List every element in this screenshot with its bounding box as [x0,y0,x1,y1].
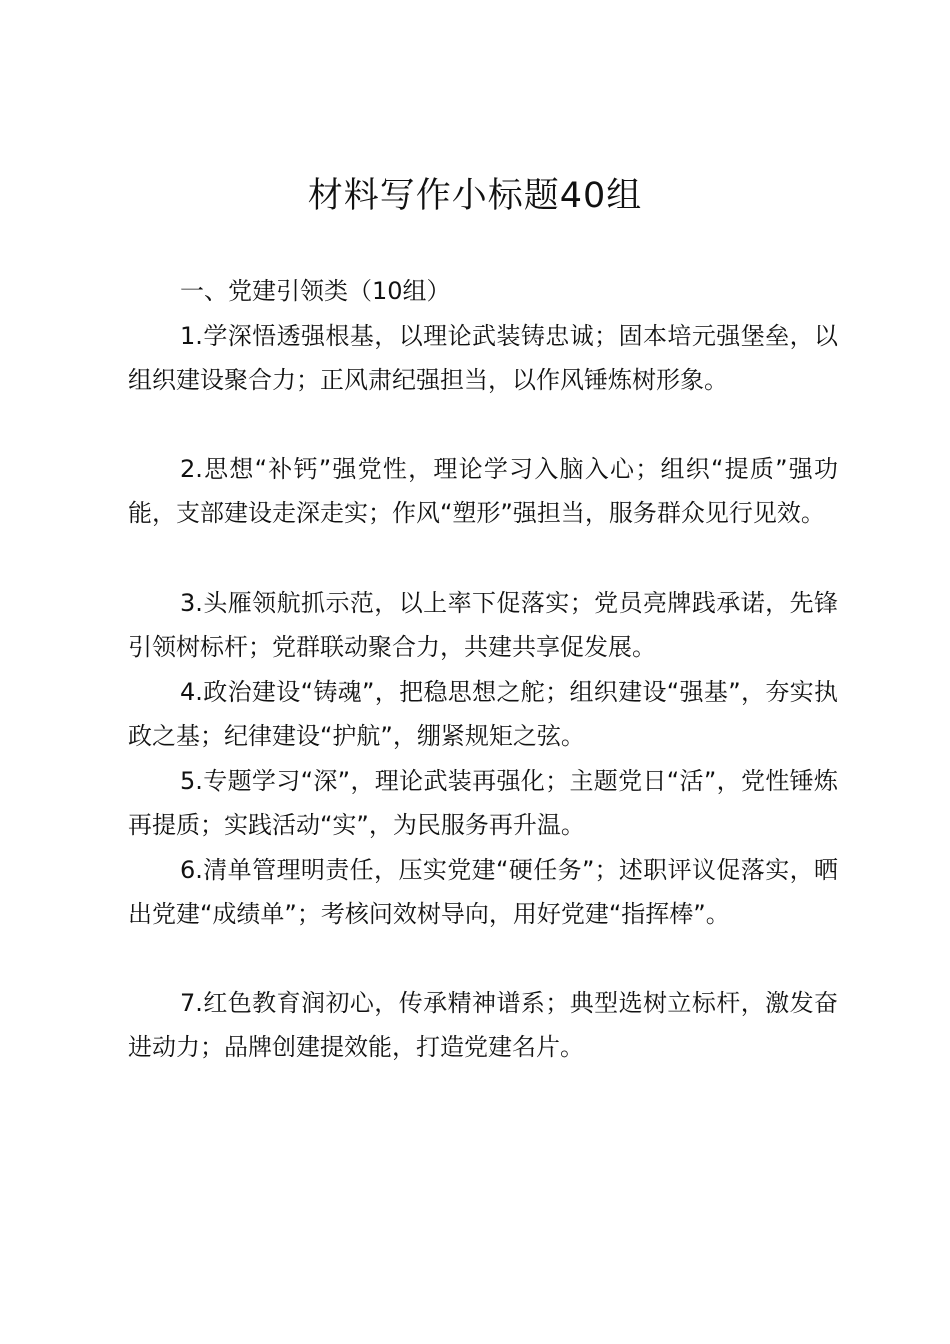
list-item [128,759,838,847]
list-item-text: 3.头雁领航抓示范，以上率下促落实；党员亮牌践承诺，先锋引领树标杆；党群联动聚合力，共建共享促发展。 [128,589,838,661]
list-item [128,981,838,1069]
list-item [128,581,838,669]
list-item-text: 4.政治建设“铸魂”，把稳思想之舵；组织建设“强基”，夯实执政之基；纪律建设“护航”，绷紧规矩之弦。 [128,678,838,750]
list-item [128,670,838,758]
list-item [128,447,838,535]
list-item-text: 7.红色教育润初心，传承精神谱系；典型选树立标杆，激发奋进动力；品牌创建提效能，打造党建名片。 [128,989,838,1061]
document-title: 材料写作小标题40组 [307,176,643,216]
list-item-text: 5.专题学习“深”，理论武装再强化；主题党日“活”，党性锤炼再提质；实践活动“实”，为民服务再升温。 [128,767,838,839]
list-item-text: 6.清单管理明责任，压实党建“硬任务”；述职评议促落实，晒出党建“成绩单”；考核问效树导向，用好党建“指挥棒”。 [128,856,838,928]
section-heading: 一、党建引领类（10组） [180,277,451,305]
list-item [128,848,838,936]
list-item [128,314,838,402]
list-item-text: 2.思想“补钙”强党性，理论学习入脑入心；组织“提质”强功能，支部建设走深走实；作风“塑形”强担当，服务群众见行见效。 [128,455,838,527]
list-item-text: 1.学深悟透强根基，以理论武装铸忠诚；固本培元强堡垒，以组织建设聚合力；正风肃纪强担当，以作风锤炼树形象。 [128,322,838,394]
